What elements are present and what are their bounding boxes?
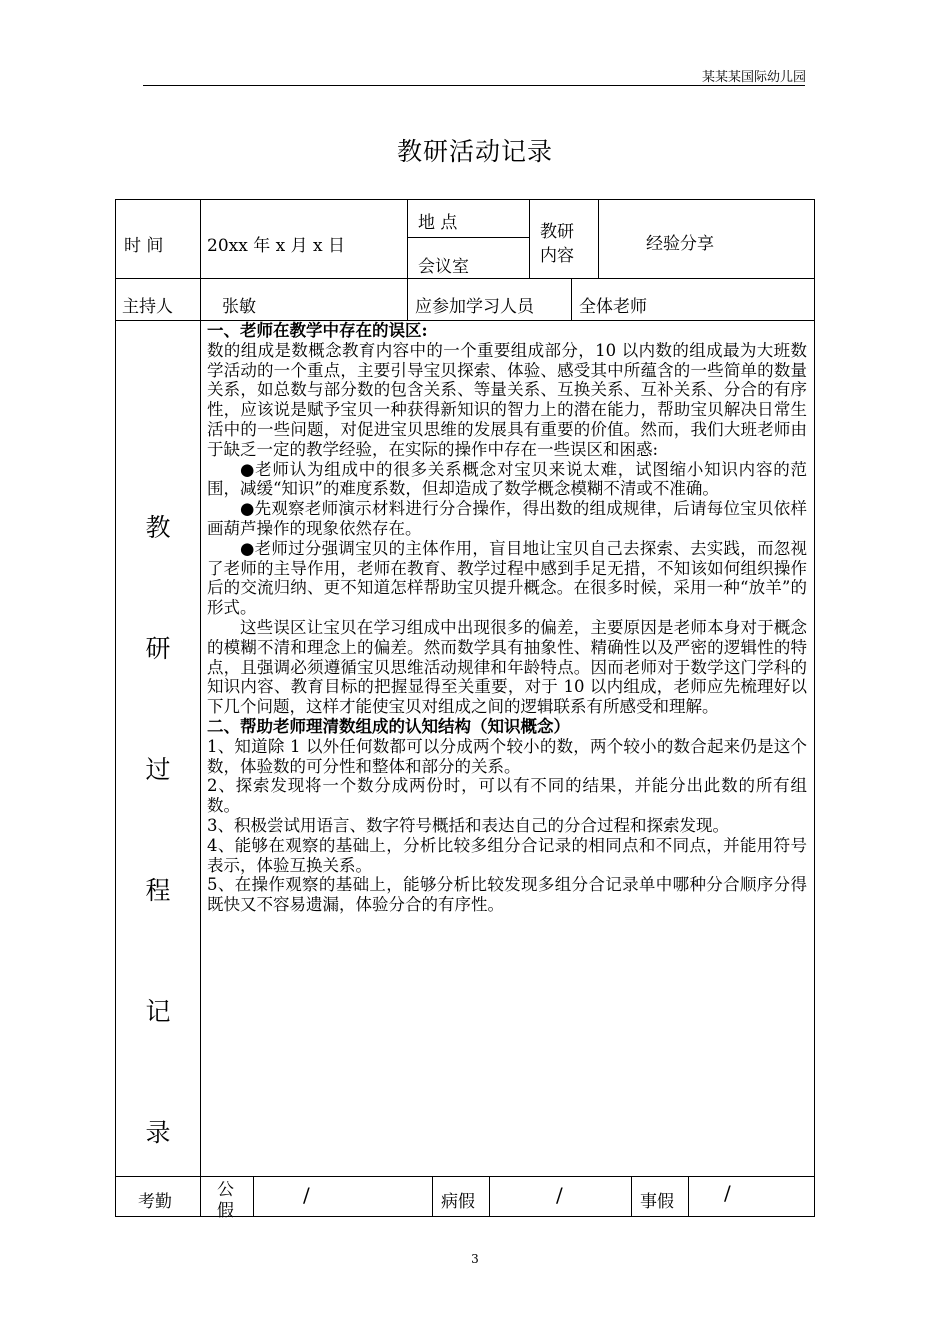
host-value: 张敏: [222, 297, 256, 317]
time-value: 20xx 年 x 月 x 日: [207, 236, 346, 256]
header-rule: [143, 85, 805, 86]
paragraph: 这些误区让宝贝在学习组成中出现很多的偏差，主要原因是老师本身对于概念的模糊不清和理念上的偏差。然而数学具有抽象性、精确性以及严密的逻辑性的特点，且强调必须遵循宝贝思维活动规律和年龄特点。因而老师对于数学这门学科的知识内容、教育目标的把握显得至关重要，对于 10 以内组成，老师应先梳理好以下几个问题，这样才能使宝贝对组成之间的逻辑联系有所感受和理解。: [207, 617, 807, 717]
attendee-label: 应参加学习人员: [415, 297, 534, 317]
paragraph: 数的组成是数概念教育内容中的一个重要组成部分，10 以内数的组成最为大班数学活动的一个重点，主要引导宝贝探索、体验、感受其中所蕴含的一些简单的数量关系，如总数与部分数的包含关系、等量关系、互换关系、互补关系、分合的有序性，应该说是赋予宝贝一种获得新知识的智力上的潜在能力，帮助宝贝解决日常生活中的一些问题，对促进宝贝思维的发展具有重要的价值。然而，我们大班老师由于缺乏一定的教学经验，在实际的操作中存在一些误区和困惑:: [207, 340, 807, 459]
process-label-char: 研: [145, 634, 171, 663]
attendance-label: 考勤: [138, 1192, 172, 1212]
attendee-value: 全体老师: [579, 297, 647, 317]
table-divider-row1: [115, 278, 815, 279]
process-label-char: 程: [145, 876, 171, 905]
official-leave-label-line1: 公: [217, 1180, 234, 1200]
table-col-divider-r3c: [489, 1176, 490, 1216]
list-item: 4、能够在观察的基础上，分析比较多组分合记录的相同点和不同点，并能用符号表示，体验互换关系。: [207, 835, 807, 875]
list-item: 2、探索发现将一个数分成两份时，可以有不同的结果，并能分出此数的所有组数。: [207, 776, 807, 816]
place-label: 地 点: [418, 213, 458, 233]
list-item: 5、在操作观察的基础上，能够分析比较发现多组分合记录单中哪种分合顺序分得既快又不容易遗漏，体验分合的有序性。: [207, 875, 807, 915]
list-item: 3、积极尝试用语言、数字符号概括和表达自己的分合过程和探索发现。: [207, 815, 729, 835]
list-item: 1、知道除 1 以外任何数都可以分成两个较小的数，两个较小的数合起来仍是这个数，体验数的可分性和整体和部分的关系。: [207, 736, 807, 776]
table-col-divider-r2: [571, 278, 572, 320]
table-col-divider-r3e: [688, 1176, 689, 1216]
header-org-name: 某某某国际幼儿园: [701, 70, 806, 85]
bullet-item: ●老师过分强调宝贝的主体作用，盲目地让宝贝自己去探索、去实践，而忽视了老师的主导作用，老师在教育、教学过程中感到手足无措，不知该如何组织操作后的交流归纳、更不知道怎样帮助宝贝提升概念。在很多时候，采用一种“放羊”的形式。: [207, 538, 807, 618]
section-heading: 一、老师在教学中存在的误区:: [207, 321, 428, 340]
personal-leave-label: 事假: [640, 1192, 674, 1212]
table-col-divider-r1a: [407, 199, 408, 320]
table-col-divider-r3a: [253, 1176, 254, 1216]
official-leave-value: /: [303, 1183, 310, 1207]
place-value: 会议室: [418, 257, 469, 277]
process-label-char: 录: [145, 1118, 171, 1147]
host-label: 主持人: [122, 297, 173, 317]
topic-label-line2: 内容: [540, 246, 574, 266]
table-col-divider-r3b: [432, 1176, 433, 1216]
process-label-char: 教: [145, 513, 171, 542]
table-border-top: [115, 199, 815, 200]
page-number: 3: [471, 1252, 479, 1266]
table-border-right: [814, 199, 815, 1216]
time-label: 时 间: [124, 236, 164, 256]
page-title: 教研活动记录: [396, 137, 553, 166]
process-label-char: 过: [145, 755, 171, 784]
table-divider-place: [407, 237, 529, 238]
table-col-divider-label: [200, 199, 201, 1216]
sick-leave-label: 病假: [441, 1192, 475, 1212]
topic-value: 经验分享: [646, 234, 714, 254]
table-col-divider-r1c: [598, 199, 599, 278]
bullet-item: ●先观察老师演示材料进行分合操作，得出数的组成规律，后请每位宝贝依样画葫芦操作的现象依然存在。: [207, 499, 807, 538]
process-label-char: 记: [145, 997, 171, 1026]
process-content: [207, 321, 807, 915]
official-leave-label-line2: 假: [217, 1201, 234, 1221]
table-border-left: [115, 199, 116, 1216]
table-col-divider-r1b: [529, 199, 530, 278]
personal-leave-value: /: [724, 1181, 731, 1205]
section-heading: 二、帮助老师理清数组成的认知结构（知识概念）: [207, 716, 570, 736]
topic-label-line1: 教研: [540, 222, 574, 242]
table-col-divider-r3d: [631, 1176, 632, 1216]
sick-leave-value: /: [556, 1183, 563, 1207]
bullet-item: ●老师认为组成中的很多关系概念对宝贝来说太难，试图缩小知识内容的范围，减缓“知识”的难度系数，但却造成了数学概念模糊不清或不准确。: [207, 459, 807, 499]
